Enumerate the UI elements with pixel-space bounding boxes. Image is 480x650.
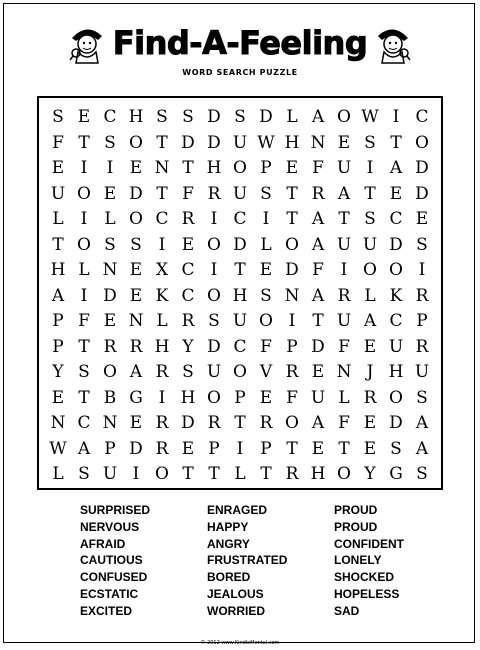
- word-list-item: PROUD: [334, 519, 378, 534]
- grid-letter: T: [312, 311, 324, 331]
- grid-letter: R: [363, 387, 377, 408]
- word-list-item: LONELY: [334, 553, 382, 568]
- grid-letter: N: [128, 311, 144, 331]
- grid-letter: F: [338, 336, 350, 357]
- grid-letter: T: [78, 132, 90, 153]
- grid-letter: R: [415, 285, 429, 306]
- grid-letter: V: [259, 362, 273, 382]
- word-list-item: WORRIED: [207, 603, 265, 618]
- grid-letter: U: [414, 362, 430, 382]
- grid-letter: T: [234, 260, 246, 280]
- grid-letter: E: [129, 285, 143, 306]
- grid-letter: F: [338, 413, 350, 433]
- grid-letter: H: [180, 387, 196, 408]
- grid-letter: W: [361, 107, 379, 127]
- grid-letter: G: [389, 464, 403, 484]
- grid-letter: D: [207, 132, 221, 153]
- grid-letter: T: [156, 183, 168, 204]
- grid-letter: I: [80, 209, 88, 229]
- grid-letter: T: [260, 464, 272, 484]
- grid-letter: F: [78, 311, 90, 331]
- grid-letter: R: [155, 438, 169, 459]
- grid-letter: O: [363, 260, 377, 280]
- grid-letter: L: [338, 387, 350, 408]
- grid-letter: H: [154, 336, 170, 357]
- grid-letter: F: [260, 336, 272, 357]
- grid-letter: D: [129, 183, 143, 204]
- word-list-item: FRUSTRATED: [207, 553, 288, 568]
- grid-letter: C: [415, 107, 429, 127]
- grid-letter: U: [388, 336, 404, 357]
- grid-letter: R: [207, 183, 221, 204]
- grid-letter: E: [311, 438, 325, 459]
- grid-letter: A: [415, 438, 429, 459]
- grid-letter: O: [77, 183, 91, 204]
- grid-letter: I: [236, 438, 244, 459]
- grid-letter: E: [103, 311, 117, 331]
- grid-letter: T: [78, 336, 90, 357]
- grid-letter: S: [234, 107, 246, 127]
- grid-letter: S: [260, 183, 272, 204]
- grid-letter: P: [416, 311, 428, 331]
- grid-letter: S: [104, 234, 116, 255]
- grid-letter: N: [154, 158, 170, 178]
- grid-letter: R: [155, 362, 169, 382]
- grid-letter: S: [416, 234, 428, 255]
- grid-letter: U: [336, 311, 352, 331]
- grid-letter: E: [259, 387, 273, 408]
- grid-letter: O: [207, 285, 221, 306]
- grid-letter: L: [104, 209, 116, 229]
- grid-letter: W: [49, 438, 67, 459]
- grid-letter: Y: [364, 464, 376, 484]
- grid-letter: I: [80, 158, 88, 178]
- grid-letter: O: [389, 260, 403, 280]
- grid-letter: N: [284, 285, 300, 306]
- grid-letter: C: [77, 413, 91, 433]
- grid-letter: O: [77, 234, 91, 255]
- grid-letter: T: [182, 158, 194, 178]
- grid-letter: C: [103, 107, 117, 127]
- grid-letter: I: [262, 209, 270, 229]
- grid-letter: N: [102, 413, 118, 433]
- grid-letter: T: [234, 413, 246, 433]
- grid-letter: E: [337, 132, 351, 153]
- grid-letter: O: [233, 158, 247, 178]
- grid-letter: O: [259, 311, 273, 331]
- grid-letter: O: [155, 464, 169, 484]
- grid-letter: C: [233, 336, 247, 357]
- grid-letter: U: [102, 464, 118, 484]
- grid-letter: I: [288, 311, 296, 331]
- grid-letter: S: [364, 132, 376, 153]
- grid-letter: O: [207, 234, 221, 255]
- grid-letter: D: [129, 438, 143, 459]
- grid-letter: L: [78, 260, 90, 280]
- grid-letter: S: [78, 464, 90, 484]
- page-subtitle: WORD SEARCH PUZZLE: [182, 68, 298, 77]
- grid-letter: E: [311, 362, 325, 382]
- grid-letter: U: [362, 234, 378, 255]
- grid-letter: H: [50, 260, 66, 280]
- grid-letter: E: [259, 260, 273, 280]
- grid-letter: R: [129, 336, 143, 357]
- grid-letter: R: [415, 336, 429, 357]
- grid-letter: S: [182, 107, 194, 127]
- grid-letter: R: [181, 209, 195, 229]
- grid-letter: P: [104, 438, 116, 459]
- grid-letter: E: [363, 413, 377, 433]
- grid-letter: E: [389, 183, 403, 204]
- grid-letter: D: [233, 234, 247, 255]
- grid-letter: I: [392, 107, 400, 127]
- title-row: [0, 18, 480, 68]
- grid-letter: I: [106, 158, 114, 178]
- grid-letter: T: [286, 183, 298, 204]
- word-list-item: PROUD: [334, 503, 378, 517]
- word-list-item: ECSTATIC: [80, 587, 139, 601]
- grid-letter: D: [259, 107, 273, 127]
- grid-letter: P: [208, 438, 220, 459]
- grid-letter: P: [52, 336, 64, 357]
- word-list-item: SHOCKED: [334, 570, 395, 585]
- grid-letter: R: [285, 362, 299, 382]
- grid-letter: F: [312, 158, 324, 178]
- grid-letter: T: [208, 464, 220, 484]
- grid-letter: L: [364, 285, 376, 306]
- grid-letter: R: [311, 183, 325, 204]
- grid-letter: O: [337, 464, 351, 484]
- grid-letter: R: [259, 413, 273, 433]
- grid-letter: I: [210, 260, 218, 280]
- grid-letter: J: [366, 362, 374, 382]
- grid-letter: S: [156, 107, 168, 127]
- grid-letter: O: [285, 234, 299, 255]
- grid-letter: R: [337, 285, 351, 306]
- grid-letter: A: [77, 438, 91, 459]
- word-list-item: ANGRY: [207, 536, 250, 551]
- grid-letter: C: [233, 209, 247, 229]
- letter-grid: [37, 96, 443, 490]
- grid-letter: D: [415, 158, 429, 178]
- grid-letter: E: [363, 336, 377, 357]
- grid-letter: X: [155, 260, 169, 280]
- grid-letter: A: [311, 285, 325, 306]
- word-list-item: AFRAID: [80, 536, 126, 551]
- grid-letter: T: [364, 183, 376, 204]
- grid-letter: A: [363, 311, 377, 331]
- grid-letter: I: [418, 260, 426, 280]
- grid-letter: K: [389, 285, 403, 306]
- grid-letter: C: [181, 285, 195, 306]
- grid-letter: S: [260, 285, 272, 306]
- grid-letter: H: [284, 132, 300, 153]
- grid-letter: T: [338, 438, 350, 459]
- grid-letter: H: [310, 464, 326, 484]
- grid-letter: E: [51, 387, 65, 408]
- grid-letter: S: [390, 438, 402, 459]
- grid-letter: R: [103, 336, 117, 357]
- grid-letter: S: [78, 362, 90, 382]
- grid-letter: O: [285, 413, 299, 433]
- grid-letter: A: [51, 285, 65, 306]
- grid-letter: C: [389, 209, 403, 229]
- grid-letter: S: [182, 362, 194, 382]
- grid-letter: Y: [182, 336, 194, 357]
- grid-letter: U: [206, 362, 222, 382]
- grid-letter: S: [52, 107, 64, 127]
- grid-letter: H: [388, 362, 404, 382]
- copyright-footer: © 2012 www.KindleMental.com: [200, 640, 280, 646]
- grid-letter: E: [285, 158, 299, 178]
- grid-letter: I: [210, 209, 218, 229]
- grid-letter: T: [52, 234, 64, 255]
- grid-letter: D: [389, 413, 403, 433]
- grid-letter: W: [257, 132, 275, 153]
- grid-letter: E: [129, 158, 143, 178]
- grid-letter: T: [78, 387, 90, 408]
- word-list-item: SURPRISED: [80, 503, 151, 517]
- grid-letter: N: [336, 362, 352, 382]
- word-list-item: EXCITED: [80, 603, 133, 618]
- grid-letter: L: [260, 234, 272, 255]
- grid-letter: R: [155, 413, 169, 433]
- grid-letter: O: [129, 209, 143, 229]
- grid-letter: T: [338, 209, 350, 229]
- word-list-item: ENRAGED: [207, 503, 268, 517]
- grid-letter: N: [310, 132, 326, 153]
- word-list-item: SAD: [334, 603, 360, 618]
- grid-letter: F: [182, 183, 194, 204]
- grid-letter: E: [103, 183, 117, 204]
- grid-letter: Y: [52, 362, 64, 382]
- grid-letter: S: [416, 464, 428, 484]
- grid-letter: C: [155, 209, 169, 229]
- grid-letter: R: [181, 311, 195, 331]
- grid-letter: T: [182, 464, 194, 484]
- grid-letter: U: [232, 311, 248, 331]
- grid-letter: O: [389, 387, 403, 408]
- grid-letter: O: [207, 387, 221, 408]
- grid-letter: U: [50, 183, 66, 204]
- grid-letter: C: [181, 260, 195, 280]
- grid-letter: U: [336, 158, 352, 178]
- grid-letter: D: [103, 285, 117, 306]
- grid-letter: L: [234, 464, 246, 484]
- grid-letter: O: [233, 362, 247, 382]
- grid-letter: E: [363, 438, 377, 459]
- grid-letter: A: [311, 413, 325, 433]
- grid-letter: G: [129, 387, 143, 408]
- grid-letter: P: [286, 336, 298, 357]
- grid-letter: S: [130, 234, 142, 255]
- grid-letter: U: [310, 387, 326, 408]
- grid-letter: A: [311, 209, 325, 229]
- grid-letter: I: [132, 464, 140, 484]
- page-title: Find-A-Feeling: [112, 24, 368, 62]
- grid-letter: A: [337, 183, 351, 204]
- grid-letter: I: [158, 387, 166, 408]
- grid-letter: P: [52, 311, 64, 331]
- grid-letter: N: [102, 260, 118, 280]
- grid-letter: U: [232, 132, 248, 153]
- grid-letter: H: [128, 107, 144, 127]
- grid-letter: E: [51, 158, 65, 178]
- grid-letter: T: [286, 209, 298, 229]
- grid-letter: H: [232, 285, 248, 306]
- grid-letter: P: [234, 387, 246, 408]
- grid-letter: A: [129, 362, 143, 382]
- grid-letter: A: [389, 158, 403, 178]
- grid-letter: L: [286, 107, 298, 127]
- detective-girl-icon: [374, 24, 412, 64]
- word-list-item: CONFUSED: [80, 570, 148, 585]
- word-list-item: BORED: [207, 570, 251, 585]
- word-list-item: HAPPY: [207, 519, 249, 534]
- grid-letter: D: [311, 336, 325, 357]
- grid-letter: K: [155, 285, 169, 306]
- grid-letter: U: [336, 234, 352, 255]
- grid-letter: H: [206, 158, 222, 178]
- word-list-item: NERVOUS: [80, 519, 140, 534]
- grid-letter: O: [103, 362, 117, 382]
- grid-letter: E: [181, 234, 195, 255]
- grid-letter: I: [80, 285, 88, 306]
- grid-letter: D: [207, 107, 221, 127]
- grid-letter: B: [103, 387, 117, 408]
- grid-letter: I: [340, 260, 348, 280]
- grid-letter: N: [50, 413, 66, 433]
- grid-letter: P: [260, 158, 272, 178]
- grid-letter: D: [415, 183, 429, 204]
- grid-letter: F: [286, 387, 298, 408]
- grid-letter: E: [77, 107, 91, 127]
- word-list-item: HOPELESS: [334, 587, 400, 601]
- grid-letter: S: [416, 387, 428, 408]
- grid-letter: O: [337, 107, 351, 127]
- grid-letter: I: [158, 234, 166, 255]
- grid-letter: A: [415, 413, 429, 433]
- grid-letter: D: [181, 413, 195, 433]
- grid-letter: O: [415, 132, 429, 153]
- grid-letter: R: [285, 464, 299, 484]
- grid-letter: D: [181, 132, 195, 153]
- grid-letter: D: [285, 260, 299, 280]
- grid-letter: P: [260, 438, 272, 459]
- word-list-item: CAUTIOUS: [80, 553, 143, 568]
- grid-letter: D: [389, 234, 403, 255]
- grid-letter: A: [311, 234, 325, 255]
- grid-letter: S: [104, 132, 116, 153]
- grid-letter: R: [207, 413, 221, 433]
- grid-letter: E: [415, 209, 429, 229]
- grid-letter: E: [129, 260, 143, 280]
- word-list-item: CONFIDENT: [334, 536, 404, 551]
- word-list-item: JEALOUS: [207, 587, 264, 601]
- grid-letter: T: [390, 132, 402, 153]
- grid-letter: L: [156, 311, 168, 331]
- grid-letter: A: [311, 107, 325, 127]
- grid-letter: I: [366, 158, 374, 178]
- grid-letter: U: [232, 183, 248, 204]
- grid-letter: T: [286, 438, 298, 459]
- grid-letter: S: [364, 209, 376, 229]
- grid-letter: L: [52, 464, 64, 484]
- grid-letter: O: [129, 132, 143, 153]
- grid-letter: C: [389, 311, 403, 331]
- grid-letter: D: [207, 336, 221, 357]
- grid-letter: T: [156, 132, 168, 153]
- grid-letter: E: [129, 413, 143, 433]
- grid-letter: F: [52, 132, 64, 153]
- grid-letter: E: [181, 438, 195, 459]
- grid-letter: S: [208, 311, 220, 331]
- grid-letter: F: [312, 260, 324, 280]
- grid-letter: L: [52, 209, 64, 229]
